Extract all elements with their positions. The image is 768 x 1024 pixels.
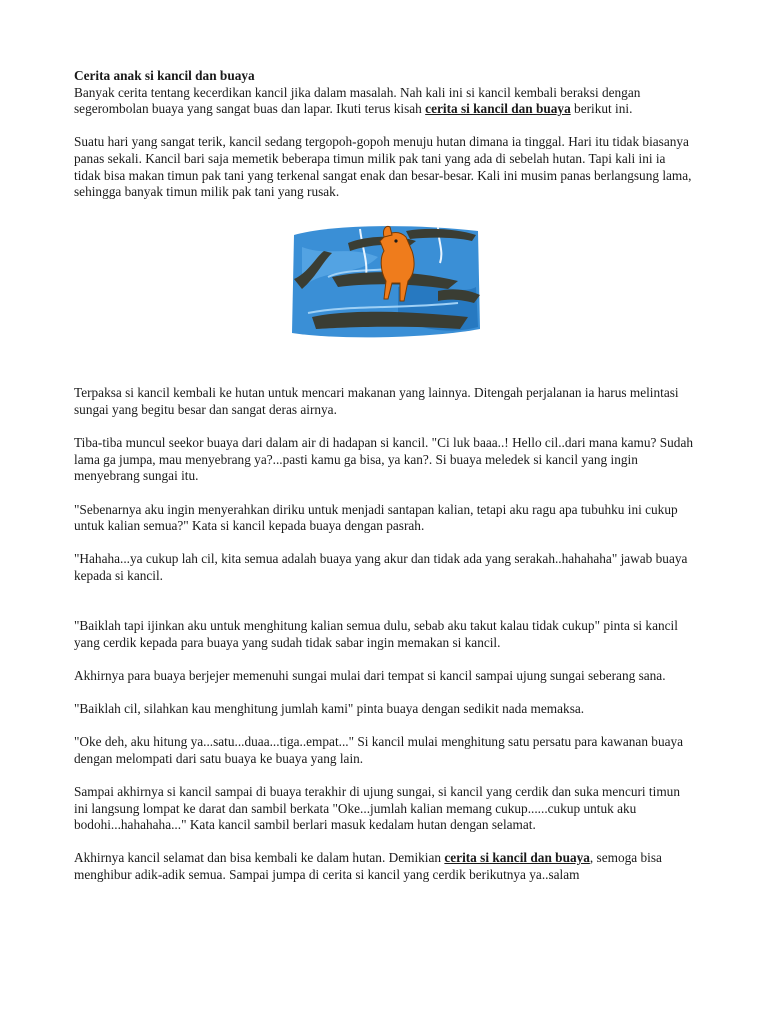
paragraph-2: Terpaksa si kancil kembali ke hutan untuk mencari makanan yang lainnya. Ditengah perjalanan ia harus melintasi sungai yang begitu besar dan sangat deras airnya. bbox=[74, 385, 679, 417]
paragraph-6: "Baiklah tapi ijinkan aku untuk menghitung kalian semua dulu, sebab aku takut kalau tidak cukup" pinta si kancil yang cerdik kepada para buaya yang sudah tidak sabar ingin memakan si kancil. bbox=[74, 618, 678, 650]
paragraph-9: "Oke deh, aku hitung ya...satu...duaa...tiga..empat..." Si kancil mulai menghitung satu persatu para kawanan buaya dengan melompati dari satu buaya ke buaya yang lain. bbox=[74, 734, 684, 766]
intro-text-end: berikut ini. bbox=[570, 101, 633, 117]
paragraph-5: "Hahaha...ya cukup lah cil, kita semua adalah buaya yang akur dan tidak ada yang serakah..hahahaha" jawab buaya kepada si kancil. bbox=[74, 551, 688, 583]
page-title: Cerita anak si kancil dan buaya bbox=[74, 68, 255, 83]
article bbox=[74, 68, 694, 900]
paragraph-1: Suatu hari yang sangat terik, kancil sedang tergopoh-gopoh menuju hutan dimana ia tinggal. Hari itu tidak biasanya panas sekali. Kancil bari saja memetik beberapa timun milik pak tani yang ada di sebelah hutan. Tapi kali ini ia tidak bisa makan timun pak tani yang terkenal sangat enak dan besar-besar. Kali ini musim panas berlangsung lama, sehingga banyak timun milik pak tani yang rusak. bbox=[74, 134, 692, 200]
story-link-closing[interactable]: cerita si kancil dan buaya bbox=[444, 850, 590, 866]
closing-paragraph bbox=[74, 850, 694, 883]
closing-text: Akhirnya kancil selamat dan bisa kembali ke dalam hutan. Demikian bbox=[74, 850, 445, 866]
paragraph-8: "Baiklah cil, silahkan kau menghitung jumlah kami" pinta buaya dengan sedikit nada memaksa. bbox=[74, 701, 585, 717]
paragraph-3: Tiba-tiba muncul seekor buaya dari dalam air di hadapan si kancil. "Ci luk baaa..! Hello cil..dari mana kamu? Sudah lama ga jumpa, mau menyebrang ya?...pasti kamu ga bisa, ya kan?. Si buaya meledek si kancil yang ingin menyebrang sungai itu. bbox=[74, 435, 693, 484]
paragraph-7: Akhirnya para buaya berjejer memenuhi sungai mulai dari tempat si kancil sampai ujung sungai seberang sana. bbox=[74, 667, 666, 683]
intro-paragraph bbox=[74, 68, 694, 118]
kancil-crossing-illustration bbox=[288, 217, 482, 345]
closing-text-end: , semoga bisa menghibur adik-adik semua. Sampai jumpa di cerita si kancil yang cerdik berikutnya ya..salam bbox=[74, 850, 662, 882]
paragraph-10: Sampai akhirnya si kancil sampai di buaya terakhir di ujung sungai, si kancil yang cerdik dan suka mencuri timun ini langsung lompat ke darat dan sambil berkata "Oke...jumlah kalian memang cukup......cukup untuk aku bodohi...hahahaha..." Kata kancil sambil berlari masuk kedalam hutan dengan selamat. bbox=[74, 784, 680, 833]
story-link[interactable]: cerita si kancil dan buaya bbox=[425, 101, 571, 117]
intro-text: Banyak cerita tentang kecerdikan kancil jika dalam masalah. Nah kali ini si kancil kembali beraksi dengan segerombolan buaya yang sangat buas dan lapar. Ikuti terus kisah bbox=[74, 84, 641, 117]
paragraph-4: "Sebenarnya aku ingin menyerahkan diriku untuk menjadi santapan kalian, tetapi aku ragu apa tubuhku ini cukup untuk kalian semua?" Kata si kancil kepada buaya dengan pasrah. bbox=[74, 501, 678, 534]
